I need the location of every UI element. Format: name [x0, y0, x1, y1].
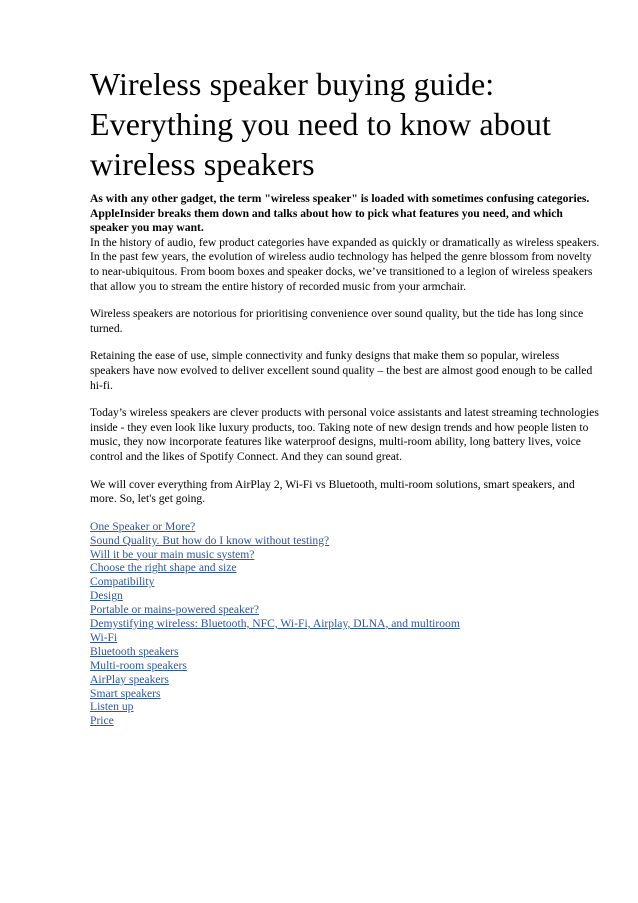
toc-link-wi-fi[interactable]: Wi-Fi — [90, 630, 118, 644]
paragraph-3: Retaining the ease of use, simple connectivity and funky designs that make them so popular, wireless speakers have now evolved to deliver excellent sound quality – the best are almost good enough to be called hi-fi. — [90, 349, 593, 392]
paragraph-5: We will cover everything from AirPlay 2, Wi-Fi vs Bluetooth, multi-room solutions, smart speakers, and more. So, let's get going. — [90, 477, 575, 506]
toc-link-demystifying-wireless[interactable]: Demystifying wireless: Bluetooth, NFC, Wi-Fi, Airplay, DLNA, and multiroom — [90, 617, 460, 631]
toc-link-compatibility[interactable]: Compatibility — [90, 575, 155, 589]
toc-item — [90, 520, 600, 534]
toc-link-multi-room-speakers[interactable]: Multi-room speakers — [90, 658, 187, 672]
article-lead: As with any other gadget, the term "wireless speaker" is loaded with sometimes confusing categories. AppleInsider breaks them down and talks about how to pick what features you need, and which speaker you may want. — [90, 192, 590, 235]
toc-item — [90, 575, 600, 589]
toc-item — [90, 534, 600, 548]
document-page — [90, 64, 600, 728]
toc-link-listen-up[interactable]: Listen up — [90, 700, 134, 714]
table-of-contents — [90, 520, 600, 729]
toc-item — [90, 659, 600, 673]
toc-link-main-music-system[interactable]: Will it be your main music system? — [90, 547, 255, 561]
toc-link-shape-and-size[interactable]: Choose the right shape and size — [90, 561, 237, 575]
paragraph-1: In the history of audio, few product categories have expanded as quickly or dramatically as wireless speakers. In the past few years, the evolution of wireless audio technology has helped the genre blossom from novelty to near-ubiquitous. From boom boxes and speaker docks, we’ve transitioned to a legion of wireless speakers that allow you to stream the entire history of recorded music from your armchair. — [90, 235, 600, 293]
toc-item — [90, 714, 600, 728]
toc-link-one-speaker-or-more[interactable]: One Speaker or More? — [90, 519, 196, 533]
toc-link-bluetooth-speakers[interactable]: Bluetooth speakers — [90, 644, 179, 658]
toc-item — [90, 561, 600, 575]
toc-item — [90, 603, 600, 617]
toc-item — [90, 548, 600, 562]
toc-item — [90, 687, 600, 701]
toc-link-price[interactable]: Price — [90, 714, 114, 728]
toc-link-airplay-speakers[interactable]: AirPlay speakers — [90, 672, 169, 686]
article-title: Wireless speaker buying guide: Everything you need to know about wireless speakers — [90, 66, 551, 182]
toc-link-smart-speakers[interactable]: Smart speakers — [90, 686, 161, 700]
toc-item — [90, 645, 600, 659]
toc-item — [90, 673, 600, 687]
toc-link-portable-or-mains[interactable]: Portable or mains-powered speaker? — [90, 603, 260, 617]
paragraph-4: Today’s wireless speakers are clever products with personal voice assistants and latest streaming technologies inside - they even look like luxury products, too. Taking note of new design trends and how people listen to music, they now incorporate features like waterproof designs, multi-room ability, long battery lives, voice control and the likes of Spotify Connect. And they can sound great. — [90, 406, 599, 463]
paragraph-2: Wireless speakers are notorious for prioritising convenience over sound quality, but the tide has long since turned. — [90, 307, 584, 335]
toc-item — [90, 589, 600, 603]
toc-link-sound-quality[interactable]: Sound Quality. But how do I know without testing? — [90, 533, 330, 547]
toc-item — [90, 700, 600, 714]
toc-link-design[interactable]: Design — [90, 589, 123, 603]
toc-item — [90, 631, 600, 645]
toc-item — [90, 617, 600, 631]
